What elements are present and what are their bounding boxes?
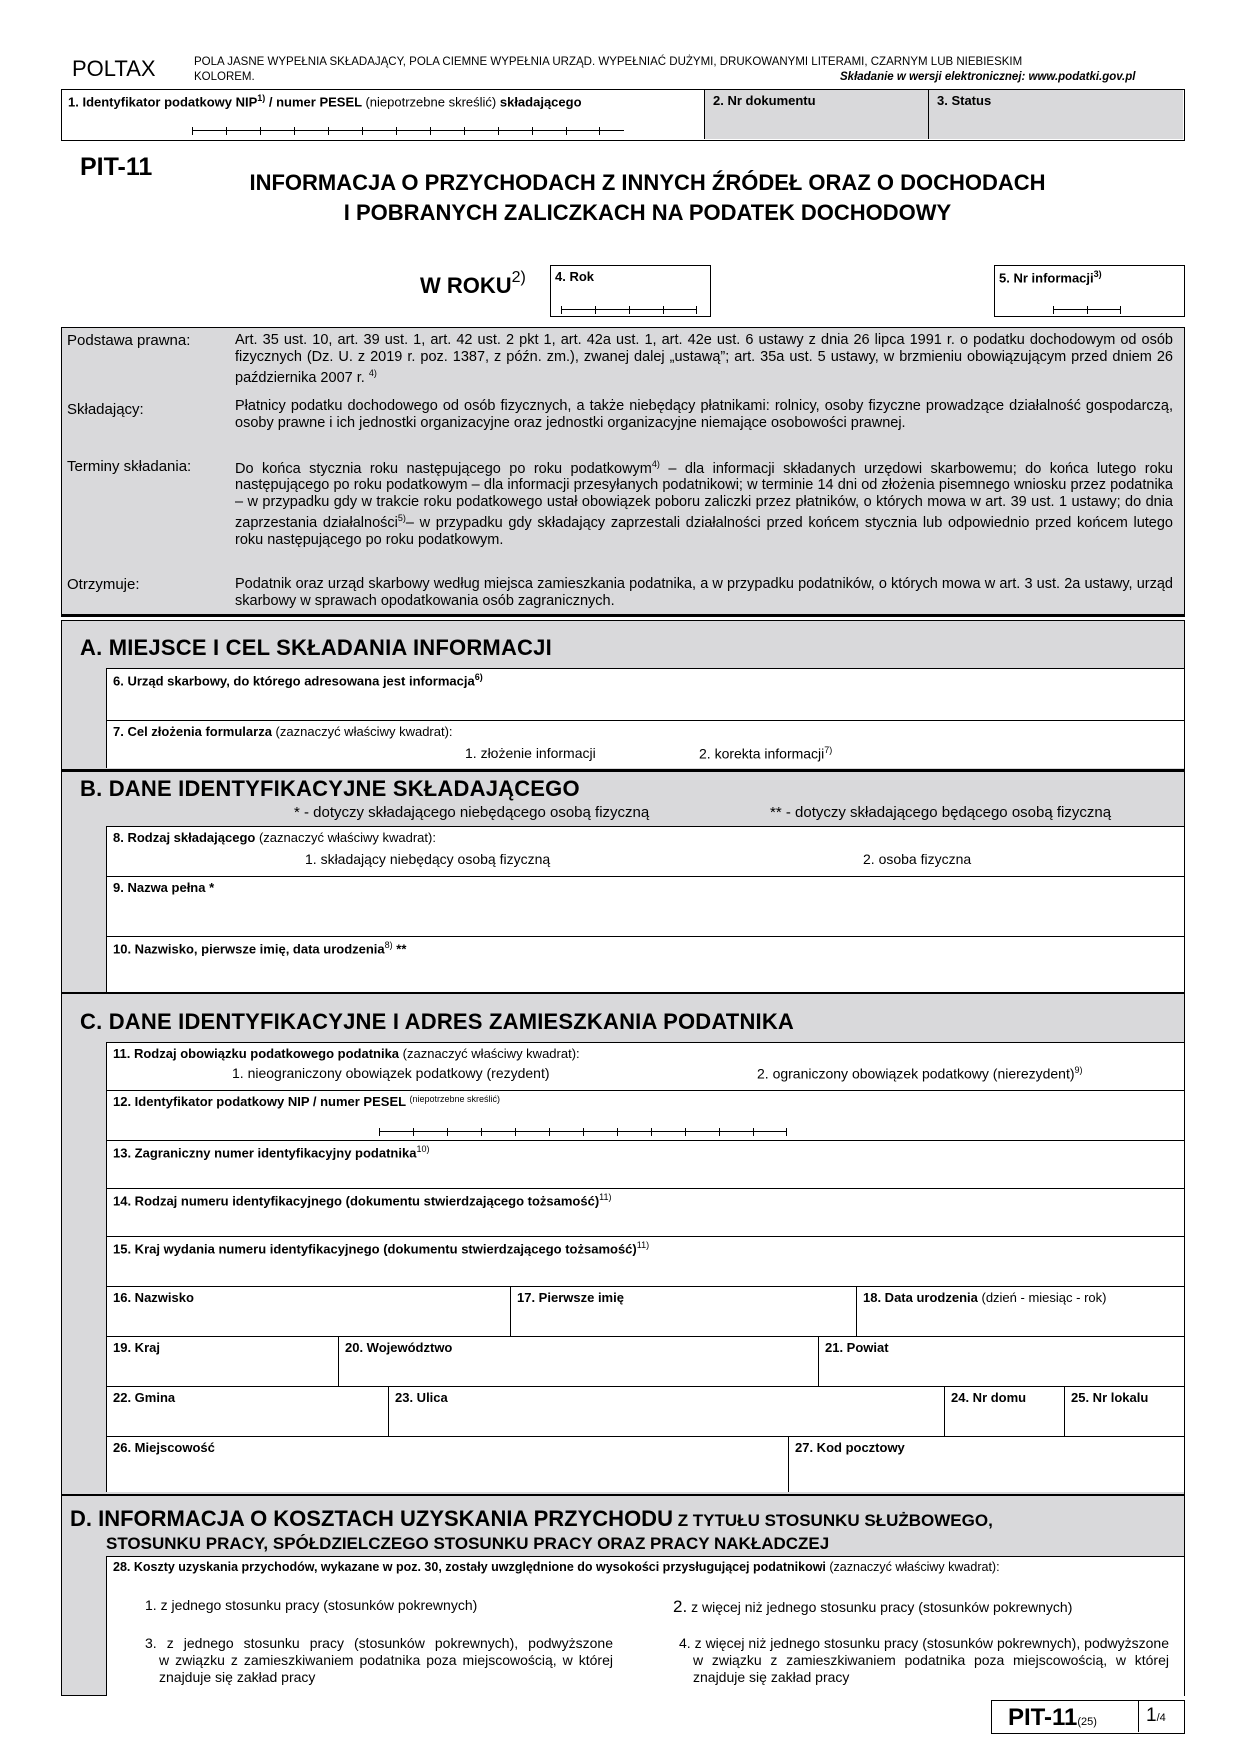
- field-3-status: [929, 90, 1183, 139]
- field-7-purpose[interactable]: [106, 720, 1184, 768]
- legal-basis-text: Art. 35 ust. 10, art. 39 ust. 1, art. 42 ust. 2 pkt 1, art. 42a ust. 1, art. 42e ust. 6 ustawy z dnia 26 lipca 1991 r. o podatku dochodowym od osób fizycznych (Dz. U. z 2019 r. poz. 1387, z późn. zm.), zwanej dalej „ustawą”; art. 35a ust. 5 ustawy, w brzmieniu obowiązującym przed dniem 26 października 2007 r. $^{4)}$: [235, 332, 1173, 386]
- field-28-option-4[interactable]: 4. z więcej niż jednego stosunku pracy (stosunków pokrewnych), podwyższone w związku z zamieszkiwaniem podatnika poza miejscowością, w której znajduje się zakład pracy: [679, 1635, 1169, 1685]
- field-11-tax-obligation[interactable]: [106, 1042, 1184, 1090]
- field-6-tax-office[interactable]: [106, 668, 1184, 720]
- field-4-digit-ticks: [561, 301, 697, 310]
- field-21-county[interactable]: [818, 1336, 1184, 1386]
- field-15-id-issuing-country[interactable]: [106, 1236, 1184, 1286]
- footer-divider: [1138, 1701, 1139, 1732]
- field-26-city[interactable]: [106, 1436, 788, 1492]
- field-2-document-number: [705, 90, 929, 139]
- field-14-label: 14. Rodzaj numeru identyfikacyjnego (dokumentu stwierdzającego tożsamość)$^{11)}$: [113, 1192, 612, 1209]
- field-28-option-3[interactable]: 3. z jednego stosunku pracy (stosunków pokrewnych), podwyższone w związku z zamieszkiwaniem podatnika poza miejscowością, w której znajduje się zakład pracy: [145, 1635, 613, 1685]
- field-7-option-correction[interactable]: 2. korekta informacji$^{7)}$: [699, 745, 833, 762]
- field-9-label: 9. Nazwa pełna *: [113, 880, 215, 895]
- header-instructions: POLA JASNE WYPEŁNIA SKŁADAJĄCY, POLA CIEMNE WYPEŁNIA URZĄD. WYPEŁNIAĆ DUŻYMI, DRUKOWANYMI LITERAMI, CZARNYM LUB NIEBIESKIM: [194, 56, 1023, 68]
- field-27-postal-code[interactable]: [788, 1436, 1184, 1492]
- field-8-option-natural[interactable]: 2. osoba fizyczna: [863, 851, 972, 867]
- field-28-label: 28. Koszty uzyskania przychodów, wykazane w poz. 30, zostały uwzględnione do wysokości przysługującej podatnikowi (zaznaczyć właściwy kwadrat):: [113, 1560, 1000, 1574]
- field-5-label: 5. Nr informacji$^{3)}$: [999, 269, 1102, 286]
- footer-form-code-box: [991, 1700, 1185, 1734]
- filer-label: Składający:: [67, 401, 144, 418]
- field-11-option-nonresident[interactable]: 2. ograniczony obowiązek podatkowy (nierezydent)$^{9)}$: [757, 1065, 1083, 1082]
- field-16-label: 16. Nazwisko: [113, 1290, 194, 1305]
- field-5-digit-ticks: [1053, 301, 1121, 310]
- section-b-note-legal-entity: * - dotyczy składającego niebędącego osobą fizyczną: [294, 804, 650, 821]
- section-b-title: B. DANE IDENTYFIKACYJNE SKŁADAJĄCEGO: [80, 776, 580, 801]
- section-a-title: A. MIEJSCE I CEL SKŁADANIA INFORMACJI: [80, 635, 552, 660]
- footer-form-code: PIT-11(25): [1008, 1704, 1097, 1731]
- section-b-note-natural-person: ** - dotyczy składającego będącego osobą fizyczną: [770, 804, 1112, 821]
- field-1-label: 1. Identyfikator podatkowy NIP$^{1)}$ / numer PESEL (niepotrzebne skreślić) składającego: [68, 93, 582, 110]
- field-21-label: 21. Powiat: [825, 1340, 889, 1355]
- field-9-full-name[interactable]: [106, 876, 1184, 936]
- field-13-label: 13. Zagraniczny numer identyfikacyjny podatnika$^{10)}$: [113, 1144, 430, 1161]
- field-10-name-birthdate[interactable]: [106, 936, 1184, 992]
- field-8-filer-type[interactable]: [106, 826, 1184, 876]
- field-7-option-submission[interactable]: 1. złożenie informacji: [465, 745, 596, 761]
- field-11-label: 11. Rodzaj obowiązku podatkowego podatnika (zaznaczyć właściwy kwadrat):: [113, 1046, 580, 1061]
- field-11-option-resident[interactable]: 1. nieograniczony obowiązek podatkowy (rezydent): [232, 1065, 550, 1081]
- field-17-label: 17. Pierwsze imię: [517, 1290, 624, 1305]
- section-d-title: D. INFORMACJA O KOSZTACH UZYSKANIA PRZYCHODU Z TYTUŁU STOSUNKU SŁUŻBOWEGO,: [70, 1506, 993, 1531]
- field-19-label: 19. Kraj: [113, 1340, 160, 1355]
- field-12-digit-ticks: [379, 1123, 787, 1132]
- field-16-surname[interactable]: [106, 1286, 510, 1336]
- field-7-label: 7. Cel złożenia formularza (zaznaczyć właściwy kwadrat):: [113, 724, 453, 739]
- field-24-house-number[interactable]: [944, 1386, 1064, 1436]
- form-title-line1: INFORMACJA O PRZYCHODACH Z INNYCH ŹRÓDEŁ ORAZ O DOCHODACH: [249, 170, 1046, 195]
- field-23-label: 23. Ulica: [395, 1390, 448, 1405]
- electronic-filing-note: Składanie w wersji elektronicznej: www.podatki.gov.pl: [840, 71, 1136, 83]
- field-28-option-1[interactable]: 1. z jednego stosunku pracy (stosunków pokrewnych): [145, 1597, 478, 1613]
- field-25-apartment-number[interactable]: [1064, 1386, 1184, 1436]
- field-22-commune[interactable]: [106, 1386, 388, 1436]
- form-code: PIT-11: [80, 153, 153, 181]
- field-27-label: 27. Kod pocztowy: [795, 1440, 905, 1455]
- field-12-taxpayer-identifier[interactable]: [106, 1090, 1184, 1140]
- field-8-label: 8. Rodzaj składającego (zaznaczyć właściwy kwadrat):: [113, 830, 436, 845]
- recipient-text: Podatnik oraz urząd skarbowy według miejsca zamieszkania podatnika, a w przypadku podatników, o których mowa w art. 3 ust. 2a ustawy, urząd skarbowy w sprawach opodatkowania osób zagranicznych.: [235, 576, 1173, 609]
- year-label: W ROKU$^{2)}$: [420, 269, 526, 298]
- legal-basis-label: Podstawa prawna:: [67, 332, 191, 349]
- field-26-label: 26. Miejscowość: [113, 1440, 215, 1455]
- legal-info-block: [61, 327, 1185, 617]
- field-1-digit-ticks: [192, 122, 624, 131]
- field-2-label: 2. Nr dokumentu: [713, 93, 816, 108]
- section-d: [61, 1496, 1185, 1696]
- field-4-label: 4. Rok: [555, 269, 595, 284]
- section-d-title-cont: STOSUNKU PRACY, SPÓŁDZIELCZEGO STOSUNKU PRACY ORAZ PRACY NAKŁADCZEJ: [106, 1534, 830, 1553]
- field-1-identifier[interactable]: [62, 90, 705, 139]
- filer-text: Płatnicy podatku dochodowego od osób fizycznych, a także niebędący płatnikami: rolnicy, osoby fizyczne prowadzące działalność gospodarczą, osoby prawne i ich jednostki organizacyjne oraz jednostki organizacyjne niemające osobowości prawnej.: [235, 398, 1173, 431]
- field-28-cost-of-income[interactable]: [106, 1556, 1184, 1696]
- field-5-info-number[interactable]: [994, 265, 1185, 317]
- section-b: [61, 771, 1185, 995]
- deadline-label: Terminy składania:: [67, 458, 192, 475]
- section-c-title: C. DANE IDENTYFIKACYJNE I ADRES ZAMIESZKANIA PODATNIKA: [80, 1009, 795, 1034]
- field-3-label: 3. Status: [937, 93, 992, 108]
- field-14-id-type[interactable]: [106, 1188, 1184, 1236]
- field-8-option-non-natural[interactable]: 1. składający niebędący osobą fizyczną: [305, 851, 551, 867]
- field-20-label: 20. Województwo: [345, 1340, 453, 1355]
- field-6-label: 6. Urząd skarbowy, do którego adresowana jest informacja$^{6)}$: [113, 672, 483, 689]
- section-a: [61, 620, 1185, 772]
- deadline-text: Do końca stycznia roku następującego po roku podatkowym$^{4)}$ – dla informacji składanych urzędowi skarbowemu; do końca lutego roku następującego po roku podatkowym – dla informacji przesyłanych podatnikowi; w terminie 14 dni od złożenia pisemnego wniosku przez podatnika – w przypadku gdy w trakcie roku podatkowego ustał obowiązek poboru zaliczki przez płatników, o których mowa w art. 39 ust. 1 ustawy; do dnia zaprzestania działalności$^{5)}$– w przypadku gdy składający zaprzestali działalności przed końcem stycznia lub odpowiednio przed końcem lutego roku następującego po roku podatkowym.: [235, 459, 1173, 548]
- field-4-year[interactable]: [550, 265, 711, 317]
- top-fields-row: [61, 89, 1185, 141]
- field-23-street[interactable]: [388, 1386, 944, 1436]
- form-title-line2: I POBRANYCH ZALICZKACH NA PODATEK DOCHODOWY: [343, 200, 952, 225]
- header-instructions-cont: KOLOREM.: [194, 71, 255, 83]
- field-13-foreign-id[interactable]: [106, 1140, 1184, 1188]
- field-22-label: 22. Gmina: [113, 1390, 176, 1405]
- field-25-label: 25. Nr lokalu: [1071, 1390, 1149, 1405]
- field-17-first-name[interactable]: [510, 1286, 856, 1336]
- field-15-label: 15. Kraj wydania numeru identyfikacyjnego (dokumentu stwierdzającego tożsamość)$^{11)}$: [113, 1240, 650, 1257]
- poltax-brand: POLTAX: [72, 56, 156, 81]
- field-10-label: 10. Nazwisko, pierwsze imię, data urodzenia$^{8)}$ **: [113, 940, 407, 957]
- recipient-label: Otrzymuje:: [67, 576, 140, 593]
- field-18-label: 18. Data urodzenia (dzień - miesiąc - rok): [863, 1290, 1107, 1305]
- field-12-label: 12. Identyfikator podatkowy NIP / numer PESEL $^{(niepotrzebne skreślić)}$: [113, 1094, 500, 1109]
- field-28-option-2[interactable]: 2. z więcej niż jednego stosunku pracy (stosunków pokrewnych): [673, 1597, 1073, 1616]
- field-20-voivodeship[interactable]: [338, 1336, 818, 1386]
- section-c: [61, 994, 1185, 1497]
- footer-page-number: 1/4: [1146, 1705, 1166, 1726]
- field-24-label: 24. Nr domu: [951, 1390, 1027, 1405]
- field-19-country[interactable]: [106, 1336, 338, 1386]
- field-18-birth-date[interactable]: [856, 1286, 1184, 1336]
